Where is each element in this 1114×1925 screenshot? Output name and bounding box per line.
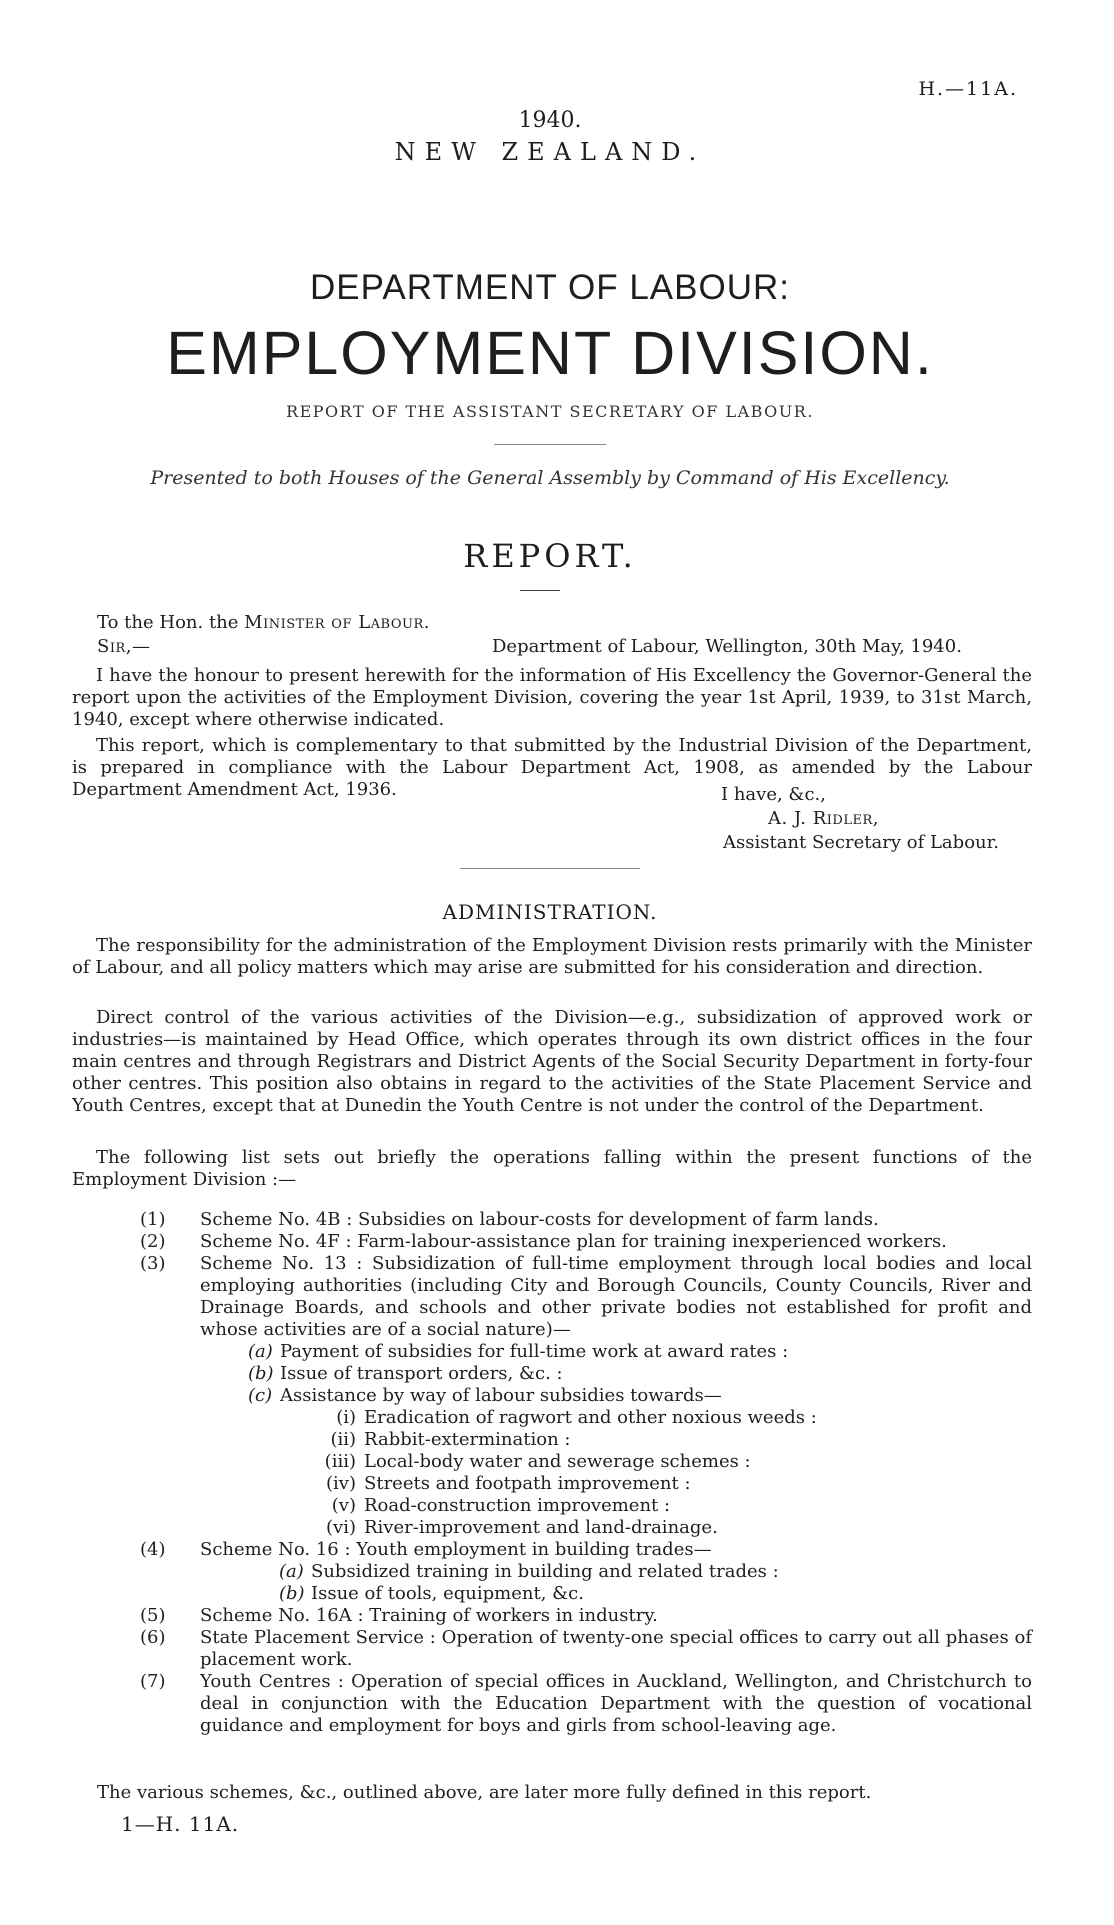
divider-rule [520,590,560,591]
list-subitem: (c) Assistance by way of labour subsidies towards— [248,1385,722,1406]
letter-paragraph-2: This report, which is complementary to that submitted by the Industrial Division of the Department, is prepared in compliance with the Labour Department Act, 1908, as amended by the Labour Department Amendment Act, 1936. [72,735,1032,800]
administration-paragraph-1: The responsibility for the administration of the Employment Division rests primarily with the Minister of Labour, and all policy matters which may arise are submitted for his consideration and direction. [72,935,1032,978]
list-item: (1) Scheme No. 4B : Subsidies on labour-costs for development of farm lands. [140,1209,879,1230]
department-heading: DEPARTMENT OF LABOUR: [310,268,790,307]
closing-phrase: I have, &c., [721,784,826,805]
country-heading: NEW ZEALAND. [394,138,706,166]
list-subitem: (b) Issue of transport orders, &c. : [248,1363,563,1384]
list-subitem: (a) Payment of subsidies for full-time work at award rates : [248,1341,789,1362]
date-line: Department of Labour, Wellington, 30th May, 1940. [492,636,962,657]
salutation: Sir,— [97,636,151,657]
administration-paragraph-3: The following list sets out briefly the operations falling within the present functions of the Employment Division :— [72,1147,1032,1190]
list-item: (7) Youth Centres : Operation of special offices in Auckland, Wellington, and Christchurch to deal in conjunction with the Education Department with the question of vocational guidance and employment for boys and girls from school-leaving age. [140,1671,1032,1736]
list-item: (6) State Placement Service : Operation of twenty-one special offices to carry out all phases of placement work. [140,1627,1032,1670]
year: 1940. [518,108,582,133]
administration-paragraph-2: Direct control of the various activities of the Division—e.g., subsidization of approved work or industries—is maintained by Head Office, which operates through its own district offices in the four main centres and through Registrars and District Agents of the Social Security Department in forty-four other centres. This position also obtains in regard to the activities of the State Placement Service and Youth Centres, except that at Dunedin the Youth Centre is not under the control of the Department. [72,1007,1032,1116]
list-subitem: (b) Issue of tools, equipment, &c. [279,1583,584,1604]
division-title: EMPLOYMENT DIVISION. [166,319,934,387]
list-subsubitem: (vi) River-improvement and land-drainage. [326,1517,718,1538]
report-heading: REPORT. [463,537,637,575]
report-subtitle: REPORT OF THE ASSISTANT SECRETARY OF LABOUR. [286,402,814,421]
list-subsubitem: (i) Eradication of ragwort and other noxious weeds : [336,1407,817,1428]
list-item: (3) Scheme No. 13 : Subsidization of full-time employment through local bodies and local employing authorities (including City and Borough Councils, County Councils, River and Drainage Boards, and schools and other private bodies not established for profit and whose activities are of a social nature)— [140,1253,1032,1340]
document-code: H.—11A. [918,78,1018,100]
list-subsubitem: (ii) Rabbit-extermination : [330,1429,571,1450]
letter-paragraph-1: I have the honour to present herewith for the information of His Excellency the Governor-General the report upon the activities of the Employment Division, covering the year 1st April, 1939, to 31st March, 1940, except where otherwise indicated. [72,665,1032,730]
signatory-title: Assistant Secretary of Labour. [723,832,999,853]
operations-list [72,1209,1032,1737]
list-item: (2) Scheme No. 4F : Farm-labour-assistance plan for training inexperienced workers. [140,1231,947,1252]
footer-code: 1—H. 11A. [121,1812,240,1836]
presented-line: Presented to both Houses of the General Assembly by Command of His Excellency. [150,467,950,489]
list-subsubitem: (iv) Streets and footpath improvement : [326,1473,691,1494]
list-subitem: (a) Subsidized training in building and related trades : [279,1561,779,1582]
closing-sentence: The various schemes, &c., outlined above, are later more fully defined in this report. [97,1782,872,1803]
divider-rule [494,444,606,445]
signatory-name: A. J. Ridler, [768,808,879,829]
list-subsubitem: (iii) Local-body water and sewerage schemes : [324,1451,751,1472]
list-subsubitem: (v) Road-construction improvement : [331,1495,671,1516]
addressee-line: To the Hon. the Minister of Labour. [97,612,430,633]
list-item: (5) Scheme No. 16A : Training of workers in industry. [140,1605,658,1626]
divider-rule [460,868,640,869]
list-item: (4) Scheme No. 16 : Youth employment in building trades— [140,1539,712,1560]
section-heading-administration: ADMINISTRATION. [442,900,658,924]
